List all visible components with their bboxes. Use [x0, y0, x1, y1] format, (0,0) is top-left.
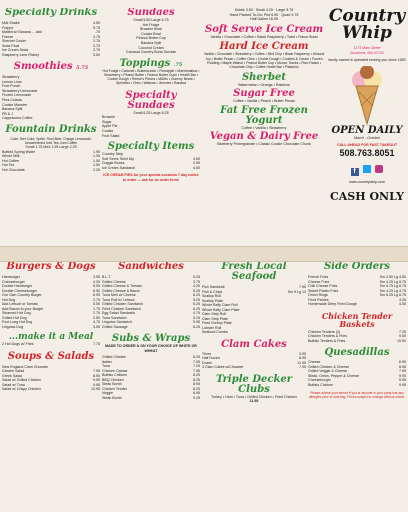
- ice-cream-cone-icon: [347, 66, 387, 126]
- sandwich-item-name: Tuna Melt w/ Cheese: [102, 293, 136, 297]
- sandwich-item-price: 4.75: [193, 311, 200, 315]
- sandwich-item-name: Egg Salad Sandwich: [102, 311, 136, 315]
- drink-item-name: Freeze: [2, 34, 14, 39]
- soup-item-price: 10.95: [91, 387, 100, 391]
- fountain-note: Coke, Diet Coke, Sprite, Root Beer, Orange Lemonade, Unsweetened Iced Tea, Iced Coffee: [10, 136, 92, 145]
- burgers-title: Burgers & Dogs: [6, 262, 96, 272]
- sandwich-item-name: Tuna Roll w/ Lettuce: [102, 297, 135, 302]
- seafood-item-name: Scallop Plate: [202, 298, 223, 303]
- tender-item-name: Buffalo Tenders & Fries: [308, 338, 346, 343]
- side-item-name: Onion Rings: [308, 293, 328, 297]
- burger-item-price: 3.95: [93, 324, 100, 329]
- quesadilla-item-price: 7.95: [399, 369, 406, 373]
- hard-ice-cream-title: Hard Ice Cream: [219, 41, 309, 53]
- allergy-note: Please advise your server if you or anyone in your party has any allergies prior to ordering. Prices subject to change without notice.: [308, 391, 406, 399]
- soup-item-name: Salad w/ Tuna: [2, 382, 25, 387]
- fountain-item: [2, 168, 100, 173]
- sub-item-name: Steak Bomb: [102, 395, 122, 400]
- sandwich-item-price: 6.25: [193, 293, 200, 297]
- specialty-sundaes-sizes: Small 6.25 Large 8.25: [133, 110, 169, 115]
- sundaes-sizes: Small 5.50 Large 6.75: [133, 18, 169, 22]
- seafood-item: [202, 330, 306, 335]
- sandwich-item-name: Grilled Sausage: [102, 324, 128, 329]
- fountain-item-name: Hot Tea: [2, 163, 15, 168]
- smoothies-title: Smoothies 5.75: [13, 61, 89, 72]
- quesadilla-item-name: Cheeseburger: [308, 378, 331, 382]
- clam-cake-item-price: 6.95: [299, 356, 306, 360]
- burger-item-price: 4.25: [93, 279, 100, 284]
- sherbet-title: Sherbet: [241, 71, 287, 83]
- burger-item-price: 2.50: [93, 315, 100, 320]
- sandwich-item-price: 5.25: [193, 288, 200, 293]
- sugar-free-title: Sugar Free: [233, 88, 295, 100]
- toppings-list: Hot Fudge • Caramel • Butterscotch • Pineapple • Marshmallow • Strawberry • Peanut Butter • Peanut Butter Cups • Health Bar • Cookie Dough • Reese's Pieces • M&Ms • Gummy Bears • Sprinkles • Oreo • Walnuts • Jimmies • Banana: [102, 68, 200, 86]
- fountain-item-price: 1.50: [93, 158, 100, 163]
- fountain-item-price: 2.25: [93, 167, 100, 172]
- quesadilla-item-name: Grilled Chicken & Cheese: [308, 364, 350, 369]
- drink-item-name: Sherbet Cooler: [2, 39, 27, 43]
- burger-item-price: 2.75: [93, 311, 100, 315]
- sugar-free-flavors: Coffee • Vanilla • Peach • Butter Pecan: [233, 99, 295, 104]
- subs-list: [102, 355, 200, 400]
- address-line-2: Acushnet, MA 02743: [350, 50, 384, 55]
- drink-item-price: .75: [95, 30, 100, 34]
- sides-list: [308, 275, 406, 307]
- sandwich-item-price: 6.25: [193, 302, 200, 306]
- twitter-icon[interactable]: [363, 165, 371, 173]
- ice-cream-cakes-note: ICE CREAM PIES for your special occasion 7 day notice to order — ask for an order form!: [103, 173, 199, 182]
- sandwich-item-price: 4.25: [193, 284, 200, 288]
- soup-item-name: New England Clam Chowder: [2, 364, 49, 369]
- soup-item-price: 9.95: [93, 378, 100, 382]
- seafood-item-name: Fried Shrimp Plate: [202, 321, 232, 325]
- sandwiches-title: Sandwiches: [118, 262, 184, 272]
- sandwich-item-name: Linguica Sandwich: [102, 320, 132, 324]
- menu-fold-divider: [0, 246, 408, 262]
- hours-title: OPEN DAILY: [331, 124, 403, 136]
- burgers-list: [2, 275, 100, 329]
- vegan-flavors: Blueberry Pomegranate • Classic Cookie Chocolate Chunk: [217, 142, 311, 147]
- drinks-column: [2, 8, 100, 244]
- sandwich-item-price: 5.95: [193, 320, 200, 324]
- fountain-item-price: 1.95: [93, 149, 100, 154]
- call-ahead: CALL AHEAD FOR FAST TAKEOUT: [336, 143, 398, 148]
- sub-item-price: 7.95: [193, 359, 200, 364]
- toppings-title: Toppings .75: [119, 57, 183, 69]
- hard-ice-cream-flavors: Vanilla • Chocolate • Strawberry • Coffee • Mint Chip • Black Raspberry • Almond Joy • Butter Pecan • Coffee Oreo • Cookie Dough • Cookies & Cream • Frozen Pudding • Maple Walnut • Peanut Butter Cup • Moose Tracks • Rum Raisin • Chocolate Chip • Coffee Heath Bar • Pistachio: [203, 52, 325, 70]
- drink-item-price: 4.50: [93, 21, 100, 25]
- quesadilla-item-name: Buffalo Chicken: [308, 382, 334, 387]
- make-it-meal-row: 2 Hot Dogs w/ Fries 7.75: [2, 342, 100, 346]
- sub-item-name: BBQ Chicken: [102, 377, 124, 382]
- side-item-name: Fried Pickles: [308, 297, 329, 302]
- specialty-sundae-item: Brownie: [102, 115, 115, 120]
- seafood-item-name: Clam Strip Plate: [202, 316, 228, 321]
- sandwich-item-price: 6.25: [193, 306, 200, 311]
- specialty-drinks-list: [2, 21, 100, 57]
- soup-item-name: Greek Salad: [2, 373, 22, 378]
- seafood-list: [202, 285, 306, 335]
- triple-decker-price: 11.95: [249, 399, 259, 404]
- sandwich-item-name: Grilled Chicken Sandwich: [102, 302, 143, 306]
- frozen-yogurt-flavors: Coffee • Vanilla • Strawberry: [241, 125, 287, 130]
- fountain-item-price: 1.95: [93, 154, 100, 159]
- soup-item-name: Salad w/ Grilled Chicken: [2, 378, 42, 382]
- cash-only: CASH ONLY: [330, 189, 404, 203]
- soups-title: Soups & Salads: [7, 350, 95, 362]
- drink-item-price: 3.75: [93, 43, 100, 48]
- quesadilla-item-name: Cheese: [308, 360, 321, 364]
- fountain-item-name: Whole Milk: [2, 154, 20, 159]
- vegan-title: Vegan & Dairy Free: [209, 131, 319, 143]
- specialty-item-name: Soft Serve Shell Dip: [102, 156, 135, 161]
- sub-item-price: 7.25: [193, 364, 200, 369]
- sub-item: [102, 396, 200, 401]
- sub-item-price: 8.25: [193, 355, 200, 360]
- seafood-item-name: Fish Sandwich: [202, 285, 226, 289]
- sub-item-name: Grilled Chicken: [102, 355, 127, 360]
- clam-cake-item-price: 11.95: [297, 360, 306, 365]
- sub-item-name: Tuna: [102, 364, 111, 369]
- drink-item-price: 3.75: [93, 48, 100, 52]
- specialty-sundae-item: Apple Pie: [102, 124, 118, 129]
- brand-name-bottom: Whip: [342, 23, 392, 43]
- specialty-item-price: 4.50: [193, 165, 200, 170]
- seafood-item-name: Whole Belly Clam Plate: [202, 307, 240, 312]
- address-line-1: 1173 Main Street: [353, 46, 381, 50]
- sub-item-name: Buffalo Chicken: [102, 373, 128, 378]
- sundae-item: Coconut Cream: [138, 45, 164, 50]
- smoothies-list: [2, 75, 100, 121]
- sandwich-item-name: Grilled Cheese & Bacon: [102, 288, 141, 293]
- side-item-name: French Fries: [308, 275, 329, 279]
- drink-item-price: 5.75: [93, 25, 100, 30]
- burger-item-name: Add Lettuce or Tomato: [2, 302, 39, 306]
- specialty-item: [102, 166, 200, 171]
- fountain-item-price: 1.50: [93, 163, 100, 168]
- sub-item-name: Italian: [102, 359, 112, 364]
- burger-item-name: Double Hamburger: [2, 284, 33, 288]
- sandwich-item-name: Fried Chicken Sandwich: [102, 306, 141, 311]
- burger-item-price: 0.50: [93, 302, 100, 306]
- sub-item-name: Veggie: [102, 391, 113, 396]
- side-item-name: Sweet Potato Fries: [308, 288, 339, 293]
- specialty-item-name: Country Strip: [102, 152, 123, 157]
- sub-item-price: 8.25: [193, 386, 200, 391]
- drink-item-price: 3.75: [93, 34, 100, 39]
- sandwich-item-name: Tuna Sandwich: [102, 315, 127, 320]
- specialty-sundaes-list: [102, 115, 200, 138]
- soft-serve-flavors: Vanilla • Chocolate • Coffee • Black Raspberry • Twist • Flavor Burst: [210, 34, 318, 39]
- sizes-row-2: Hand Packed To-Go: Pint 5.95 · Quart 9.75: [229, 12, 299, 17]
- sub-item-name: Chicken Tender: [102, 386, 127, 391]
- sandwich-item-name: Grilled Cheese & Tomato: [102, 284, 142, 288]
- tender-baskets-list: [308, 330, 406, 344]
- burger-item-name: Hot Dog: [2, 297, 16, 302]
- clam-cake-item-price: 3.95: [299, 351, 306, 356]
- specialty-item-name: Doggie Bones: [102, 161, 125, 166]
- clam-cakes-title: Clam Cakes: [221, 338, 287, 350]
- tagline: family owned & operated serving you since 1983: [328, 58, 406, 63]
- burger-item-name: Grilled Hot Dog: [2, 315, 27, 320]
- make-it-meal-title: ...make it a Meal: [8, 332, 94, 342]
- sizes-row-1: Kiddie 3.50 · Small 4.25 · Large 5.75: [234, 8, 294, 12]
- sub-item-name: Steak Bomb: [102, 382, 122, 387]
- fountain-item-name: Bottled Spring Water: [2, 149, 36, 154]
- smoothie-item: Pina Colada: [2, 97, 22, 102]
- seafood-title: Fresh Local Seafood: [221, 262, 287, 282]
- sundaes-column: [102, 8, 200, 244]
- sundae-item: Peanut Butter Cup: [136, 36, 166, 41]
- smoothie-item: Frozen Lemonade: [2, 93, 32, 98]
- specialty-sundae-item: Cookie: [102, 128, 114, 133]
- fountain-item-name: Hot Chocolate: [2, 167, 25, 172]
- smoothie-item: Banana Split: [2, 107, 23, 112]
- tender-item: [308, 339, 406, 344]
- sundaes-title: Sundaes: [127, 8, 175, 18]
- specialty-item-price: 2.95: [193, 161, 200, 166]
- drink-item-name: Raspberry Lime Rickey: [2, 52, 40, 57]
- seafood-item-name: Lobster Roll: [202, 325, 222, 330]
- burger-item-price: 5.95: [93, 284, 100, 288]
- quesadilla-item-price: 9.95: [399, 382, 406, 387]
- sub-item-price: 6.95: [193, 391, 200, 396]
- side-item: [308, 302, 406, 307]
- sandwich-item-name: B.L.T.: [102, 275, 112, 279]
- side-item-name: Cheese Fries: [308, 279, 330, 284]
- instagram-icon[interactable]: [375, 165, 383, 173]
- tender-item-price: 7.25: [399, 329, 406, 334]
- burger-item-name: Steamed Hot Dog: [2, 311, 31, 315]
- soup-item-price: 9.95: [93, 382, 100, 387]
- burger-item-name: Hamburger: [2, 275, 20, 279]
- seafood-column: [202, 262, 306, 510]
- specialty-item-name: Ice Cream Sandwich: [102, 165, 136, 170]
- burger-item: [2, 325, 100, 330]
- burger-item-name: Our Own Country Burger: [2, 293, 42, 297]
- sides-title: Side Orders: [323, 262, 391, 272]
- fountain-list: [2, 150, 100, 173]
- side-item-price: Sm 4.25 Lg 4.75: [379, 288, 406, 293]
- subs-title: Subs & Wraps: [111, 333, 191, 344]
- sides-column: [308, 262, 406, 510]
- quesadilla-item-price: 9.95: [399, 378, 406, 382]
- specialty-sundae-item: Sugar: [102, 119, 112, 124]
- sundae-item: Brownie Bowl: [140, 27, 162, 32]
- drink-item-name: Frappe: [2, 25, 14, 30]
- sub-item-price: 8.95: [193, 382, 200, 387]
- social-icons: [328, 160, 406, 178]
- soup-item-price: 8.95: [93, 373, 100, 378]
- fountain-item-name: Hot Coffee: [2, 158, 20, 163]
- tender-item-price: 9.50: [399, 334, 406, 338]
- drink-item-name: Ice Cream Soda: [2, 48, 28, 52]
- sandwich-item-price: 6.25: [193, 324, 200, 329]
- smoothie-item: Lemon Lime: [2, 79, 22, 84]
- specialty-item-price: 4.50: [193, 156, 200, 161]
- drink-item-name: Malted w/ Banana ... add: [2, 30, 42, 34]
- clam-cake-item: [202, 365, 306, 370]
- specialty-items-list: [102, 152, 200, 170]
- specialty-sundaes-title: Specialty Sundaes: [125, 89, 177, 111]
- sandwiches-list: [102, 275, 200, 329]
- frozen-yogurt-title: Fat Free Frozen Yogurt: [220, 104, 308, 126]
- triple-decker-title: Triple Decker Clubs: [215, 373, 293, 395]
- clam-cake-item-name: Dozen: [202, 360, 213, 365]
- burger-item-name: Add Bacon to your Burger: [2, 306, 44, 311]
- sandwich-item-price: 5.25: [193, 315, 200, 320]
- soup-item: [2, 387, 100, 392]
- burger-item-price: 2.75: [93, 297, 100, 302]
- seafood-item-name: Clam Strip Roll: [202, 312, 226, 316]
- clam-cake-item-name: Three: [202, 351, 212, 356]
- side-item-price: 4.50: [399, 302, 406, 306]
- side-item-name: Chili Cheese Fries: [308, 284, 338, 288]
- quesadilla-item-price: 9.95: [399, 373, 406, 378]
- smoothie-item: PB & J: [2, 111, 13, 116]
- side-item-price: Sm 5.75 Lg 6.75: [379, 284, 406, 288]
- side-item-price: Sm 5.25 Lg 6.75: [379, 293, 406, 297]
- quesadillas-title: Quesadillas: [324, 347, 390, 358]
- facebook-icon[interactable]: f: [351, 168, 359, 176]
- side-item-price: Sm 3.50 Lg 4.50: [379, 275, 406, 279]
- sizes-row-3: Half Gallon 16.95: [250, 17, 278, 22]
- burger-item-price: 1.75: [93, 306, 100, 311]
- soups-list: [2, 365, 100, 392]
- clam-cake-item-name: Half Dozen: [202, 356, 220, 360]
- soft-serve-title: Soft Serve Ice Cream: [204, 23, 324, 35]
- fountain-drinks-title: Fountain Drinks: [5, 123, 97, 135]
- clam-cake-item-name: 3 Clam Cakes w/Chowder: [202, 365, 244, 369]
- drink-item-name: Milk Shake: [2, 21, 20, 25]
- seafood-item-name: Scallop Roll: [202, 294, 221, 298]
- sundae-item: Cookie Bowl: [141, 31, 161, 36]
- soup-item-name: Garden Salad: [2, 369, 25, 373]
- side-item-price: Sm 4.25 Lg 5.75: [379, 279, 406, 284]
- smoothie-item: Strawberry Lemonade: [2, 88, 38, 93]
- brand-column: [328, 8, 406, 244]
- burger-item-name: Foot Long Hot Dog: [2, 320, 33, 324]
- clam-cakes-list: [202, 352, 306, 370]
- burger-item-price: 6.95: [93, 293, 100, 297]
- sundae-item: Colossal Country Burst Sundae: [125, 50, 177, 55]
- smoothie-item: Fruit Punch: [2, 84, 21, 89]
- quesadilla-item-price: 8.95: [399, 364, 406, 369]
- sandwich-item-price: 3.75: [193, 279, 200, 284]
- smoothie-item: Cappuccino Coffee: [2, 116, 33, 121]
- sandwich-item-price: 5.25: [193, 275, 200, 279]
- quesadilla-item: [308, 383, 406, 388]
- sandwich-item-name: Grilled Cheese: [102, 279, 126, 284]
- sandwich-item-price: 5.25: [193, 297, 200, 302]
- drink-item-price: 3.50: [93, 52, 100, 57]
- sub-item-name: Chicken Caesar: [102, 368, 128, 373]
- sundae-item: Banana Split: [140, 40, 162, 45]
- sherbet-flavors: Watermelon • Orange • Rainbow: [238, 82, 290, 87]
- burger-item-name: Double Cheeseburger: [2, 288, 38, 293]
- triple-decker-items: Turkey • Ham • Tuna • Grilled Chicken • Fried Chicken: [211, 394, 297, 399]
- quesadilla-item-name: Grilled Veggie & Cheese: [308, 369, 348, 373]
- brand-name-top: Country: [328, 8, 406, 26]
- sandwich-item: [102, 325, 200, 330]
- specialty-items-title: Specialty Items: [107, 141, 195, 153]
- tender-item-price: 10.50: [397, 338, 406, 343]
- quesadillas-list: [308, 360, 406, 387]
- burger-item-price: 6.50: [93, 288, 100, 293]
- smoothie-item: Strawberry: [2, 75, 20, 79]
- sandwiches-column: [102, 262, 200, 510]
- burger-item-price: 4.75: [93, 320, 100, 324]
- seafood-item-name: Seafood Combo: [202, 330, 228, 334]
- tender-item-name: Chicken Tenders (3): [308, 329, 341, 334]
- seafood-item-price: 7.95: [299, 285, 306, 289]
- clam-cake-item-price: 7.95: [299, 365, 306, 369]
- specialty-drinks-title: Specialty Drinks: [4, 8, 98, 18]
- seafood-item-name: Whole Belly Clam Roll: [202, 303, 238, 307]
- tender-baskets-title: Chicken Tender Baskets: [321, 310, 393, 329]
- subs-note: MADE TO ORDER & ON YOUR CHOICE OF WHITE OR WHEAT: [105, 344, 197, 353]
- burger-item-price: 3.95: [93, 275, 100, 279]
- hours-months: March - October: [354, 135, 380, 140]
- drink-item-name: Soda Float: [2, 43, 20, 48]
- fountain-sizes: Small 1.75 Med 1.95 Large 2.25: [25, 144, 77, 149]
- smoothie-item: Cookie Monster: [2, 102, 28, 107]
- sundaes-list: [102, 23, 200, 55]
- drink-item-price: 3.75: [93, 39, 100, 43]
- side-item-price: 4.25: [399, 297, 406, 302]
- soup-item-name: Salad w/ Crispy Chicken: [2, 387, 41, 391]
- soup-item-price: 7.95: [93, 369, 100, 373]
- drink-item: [2, 53, 100, 58]
- side-item-name: Homemade Deep Fried Dough: [308, 302, 357, 306]
- burger-item-name: Linguica Dog: [2, 324, 23, 329]
- sub-item-price: 9.25: [193, 395, 200, 400]
- seafood-item-price: Sm 9 Lg 13: [287, 289, 306, 294]
- quesadilla-item-name: Steak, Onion, Pepper & Cheese: [308, 373, 360, 378]
- seafood-item-name: Fish & Chips: [202, 289, 223, 294]
- burger-item-name: Cheeseburger: [2, 279, 25, 284]
- phone-number: 508.763.8051: [339, 147, 395, 158]
- tender-item-name: Chicken Tenders & Fries: [308, 334, 348, 338]
- burgers-column: [2, 262, 100, 510]
- website-link[interactable]: www.countrywhip.com: [349, 179, 385, 184]
- sub-item-price: 8.25: [193, 373, 200, 378]
- sub-item-price: 7.95: [193, 368, 200, 373]
- flavors-column: [202, 8, 326, 244]
- quesadilla-item-price: 6.95: [399, 360, 406, 364]
- sundae-item: Hot Fudge: [142, 22, 160, 27]
- sub-item-price: 8.25: [193, 377, 200, 382]
- specialty-sundae-item: Fruit Salad: [102, 133, 120, 138]
